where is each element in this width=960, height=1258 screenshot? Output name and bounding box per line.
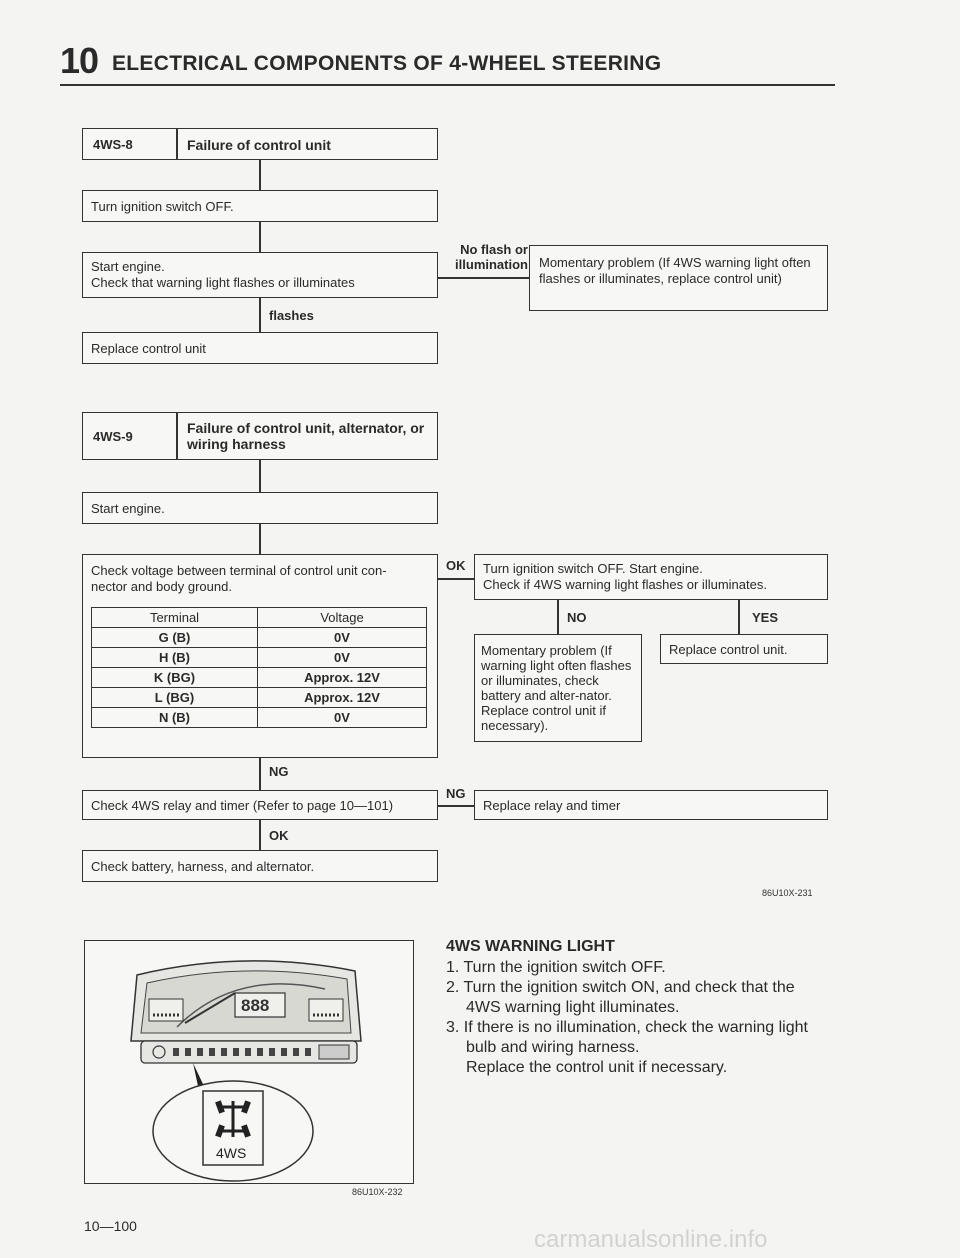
ws9-battery-check-text: Check battery, harness, and alternator. (91, 859, 315, 874)
ws9-relay-check-text: Check 4WS relay and timer (Refer to page 10—101) (91, 798, 394, 813)
ws8-momentary-text: Momentary problem (If 4WS warning light often flashes or illuminates, replace control unit) (539, 255, 811, 286)
ws8-header-box (82, 128, 438, 160)
table-cell: Approx. 12V (258, 668, 427, 688)
table-row (92, 708, 427, 728)
table-cell: 0V (258, 708, 427, 728)
figure-code-2: 86U10X-232 (352, 1187, 403, 1197)
ws9-step-start-engine (82, 492, 438, 524)
table-cell: K (BG) (92, 668, 258, 688)
table-row (92, 648, 427, 668)
ws9-no-text: Momentary problem (If warning light often flashes or illuminates, check battery and alter-nator. Replace control unit if necessary). (481, 643, 632, 733)
warning-heading: 4WS WARNING LIGHT (446, 938, 615, 955)
warning-item-1: 1. Turn the ignition switch OFF. (446, 959, 666, 976)
ws9-no-label: NO (567, 610, 587, 625)
ws9-yes-label: YES (752, 610, 779, 625)
table-header-row (92, 608, 427, 628)
table-cell: L (BG) (92, 688, 258, 708)
ws9-yes-text: Replace control unit. (669, 642, 788, 657)
ws9-ok-line1: Turn ignition switch OFF. Start engine. (483, 561, 703, 576)
ws9-ok-label: OK (446, 558, 466, 573)
table-cell: 0V (258, 628, 427, 648)
ws9-ok-line2: Check if 4WS warning light flashes or illuminates. (483, 577, 767, 592)
table-row (92, 628, 427, 648)
header-rule (60, 84, 835, 86)
page-number: 10—100 (84, 1218, 137, 1234)
cluster-digit-display: 888 (241, 996, 270, 1015)
ws9-relay-check-box (82, 790, 438, 820)
ws8-step-start-engine (82, 252, 438, 298)
ws8-step3-text: Replace control unit (91, 341, 206, 356)
ws8-step2-line2: Check that warning light flashes or illuminates (91, 275, 355, 290)
warning-item-3: 3. If there is no illumination, check the warning light (446, 1019, 808, 1036)
ws9-no-box (474, 634, 642, 742)
ws9-header-box (82, 412, 438, 460)
ws8-step1-text: Turn ignition switch OFF. (91, 199, 234, 214)
table-cell: Approx. 12V (258, 688, 427, 708)
ws9-relay-replace-box (474, 790, 828, 820)
cluster-figure (84, 940, 414, 1184)
ws9-title: Failure of control unit, alternator, or wiring harness (187, 420, 425, 452)
warning-item-2: 2. Turn the ignition switch ON, and check that the (446, 979, 795, 996)
ws9-relay-replace-text: Replace relay and timer (483, 798, 621, 813)
warning-item-3-cont: bulb and wiring harness. (466, 1039, 640, 1056)
ws8-step2-line1: Start engine. (91, 259, 165, 274)
ws9-ok-label2: OK (269, 828, 289, 843)
table-cell: N (B) (92, 708, 258, 728)
ws8-code: 4WS-8 (93, 137, 133, 152)
ws8-title: Failure of control unit (187, 137, 331, 153)
instrument-cluster-illustration (85, 941, 412, 1182)
table-header-terminal: Terminal (92, 608, 258, 628)
ws8-branch-no-flash: No flash or illumination (455, 242, 528, 272)
ws8-step-replace (82, 332, 438, 364)
table-cell: 0V (258, 648, 427, 668)
ws9-step1-text: Start engine. (91, 501, 165, 516)
ws8-branch-flashes: flashes (269, 308, 314, 323)
ws8-step-ignition-off (82, 190, 438, 222)
ws8-momentary-box (529, 245, 828, 311)
warning-item-3-cont2: Replace the control unit if necessary. (466, 1059, 728, 1076)
table-cell: H (B) (92, 648, 258, 668)
table-row (92, 688, 427, 708)
ws9-check-text: Check voltage between terminal of control unit con-nector and body ground. (91, 563, 387, 594)
ws9-ok-box (474, 554, 828, 600)
ws9-code: 4WS-9 (93, 429, 133, 444)
chapter-number: 10 (60, 40, 99, 81)
ws9-battery-check-box (82, 850, 438, 882)
figure-code-1: 86U10X-231 (762, 888, 813, 898)
warning-item-2-cont: 4WS warning light illuminates. (466, 999, 680, 1016)
ws9-voltage-check-box (82, 554, 438, 758)
table-header-voltage: Voltage (258, 608, 427, 628)
ws9-ng-label2: NG (446, 786, 466, 801)
ws9-yes-box (660, 634, 828, 664)
table-row (92, 668, 427, 688)
cluster-4ws-badge: 4WS (216, 1145, 247, 1161)
chapter-title: ELECTRICAL COMPONENTS OF 4-WHEEL STEERING (112, 52, 662, 75)
watermark: carmanualsonline.info (534, 1226, 768, 1253)
voltage-table (91, 607, 427, 728)
ws9-ng-label: NG (269, 764, 289, 779)
table-cell: G (B) (92, 628, 258, 648)
